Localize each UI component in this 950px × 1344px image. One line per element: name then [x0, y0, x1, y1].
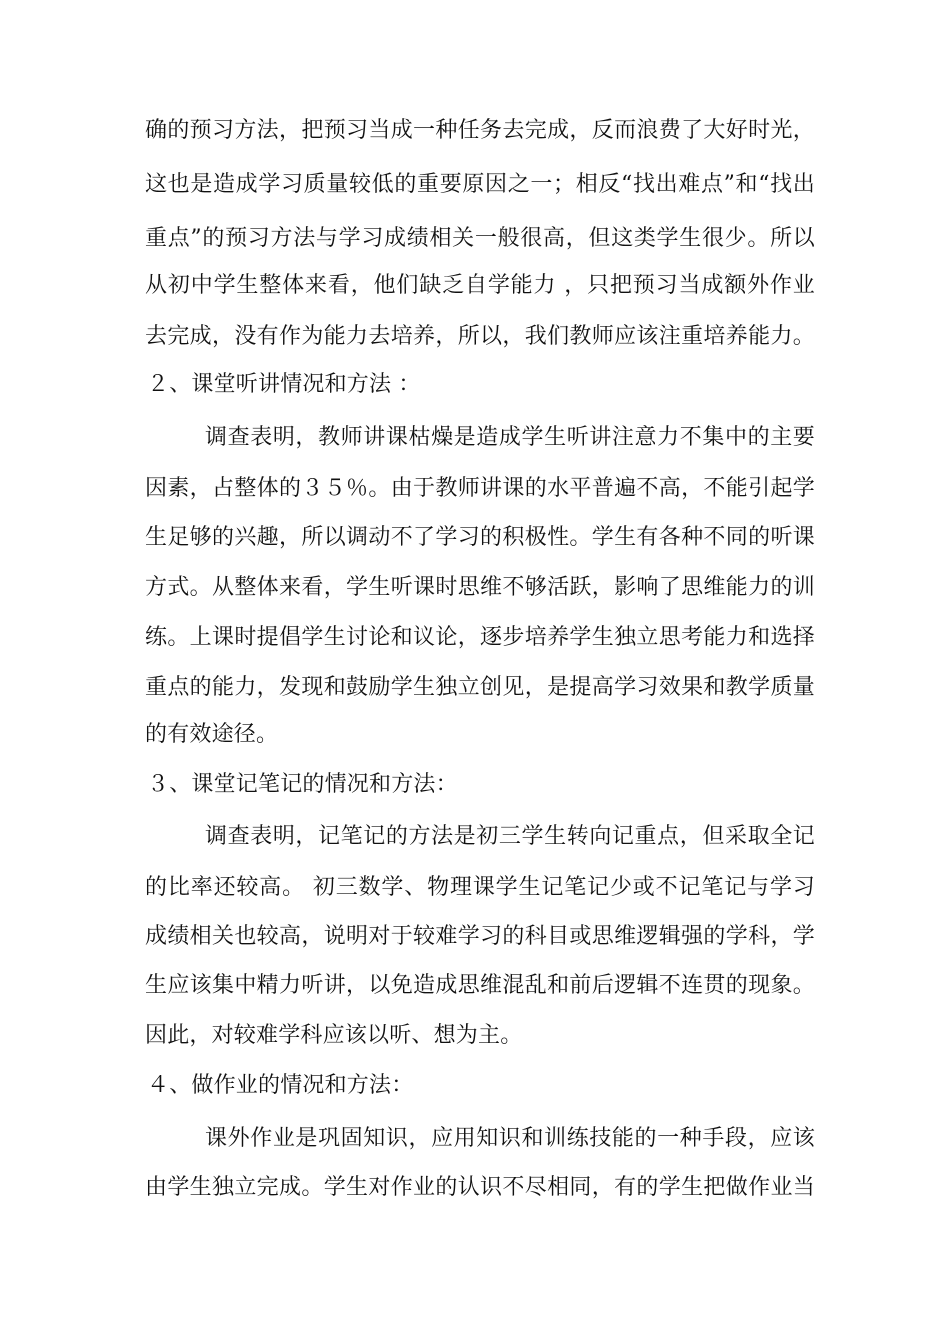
text-line: 去完成，没有作为能力去培养，所以，我们教师应该注重培养能力。 — [145, 324, 815, 349]
text-line: 练。上课时提倡学生讨论和议论，逐步培养学生独立思考能力和选择 — [145, 625, 815, 650]
text-line: 重点”的预习方法与学习成绩相关一般很高，但这类学生很少。所以 — [145, 226, 815, 251]
text-line: 由学生独立完成。学生对作业的认识不尽相同，有的学生把做作业当 — [145, 1175, 815, 1200]
text-line: 方式。从整体来看，学生听课时思维不够活跃，影响了思维能力的训 — [145, 575, 815, 600]
section-heading: ２、课堂听讲情况和方法 ： — [147, 372, 421, 397]
text-line: 确的预习方法，把预习当成一种任务去完成，反而浪费了大好时光， — [145, 118, 815, 143]
text-line: 这也是造成学习质量较低的重要原因之一；相反“找出难点”和“找出 — [145, 172, 815, 197]
text-line: 的有效途径。 — [145, 722, 279, 747]
text-line: 从初中学生整体来看，他们缺乏自学能力 ，只把预习当成额外作业 — [145, 273, 815, 298]
text-line: 重点的能力，发现和鼓励学生独立创见，是提高学习效果和教学质量 — [145, 675, 815, 700]
text-line: 生应该集中精力听讲，以免造成思维混乱和前后逻辑不连贯的现象。 — [145, 973, 815, 998]
paragraph-first-line: 课外作业是巩固知识，应用知识和训练技能的一种手段，应该 — [205, 1126, 815, 1151]
paragraph-first-line: 调查表明，教师讲课枯燥是造成学生听讲注意力不集中的主要 — [205, 425, 815, 450]
text-line: 的比率还较高。 初三数学、物理课学生记笔记少或不记笔记与学习 — [145, 875, 815, 900]
section-heading: ３、课堂记笔记的情况和方法： — [147, 772, 458, 797]
text-line: 因素，占整体的３５％。由于教师讲课的水平普遍不高，不能引起学 — [145, 476, 815, 501]
text-line: 生足够的兴趣，所以调动不了学习的积极性。学生有各种不同的听课 — [145, 525, 815, 550]
text-line: 成绩相关也较高，说明对于较难学习的科目或思维逻辑强的学科，学 — [145, 924, 815, 949]
paragraph-first-line: 调查表明，记笔记的方法是初三学生转向记重点，但采取全记 — [205, 824, 815, 849]
text-line: 因此，对较难学科应该以听、想为主。 — [145, 1023, 523, 1048]
section-heading: ４、做作业的情况和方法： — [147, 1073, 414, 1098]
